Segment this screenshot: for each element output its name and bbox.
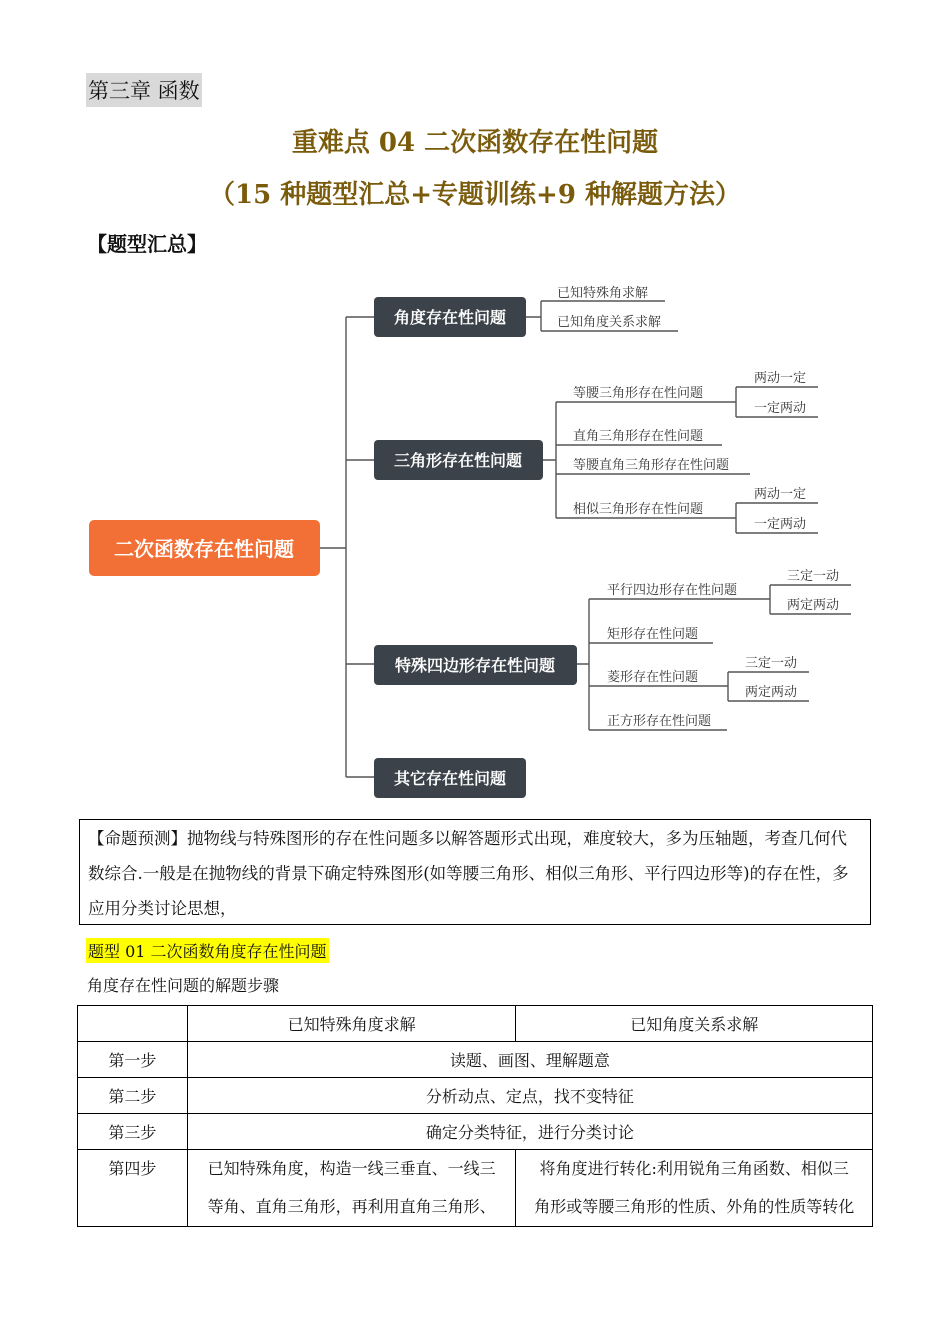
header-cell: 已知角度关系求解 [516,1006,873,1042]
leaf-label: 等腰三角形存在性问题 [573,386,704,401]
header-cell [78,1006,188,1042]
leaf-label: 菱形存在性问题 [607,670,699,685]
leaf-label: 已知特殊角求解 [557,286,649,301]
mind-map [0,270,950,810]
section-heading: 【题型汇总】 [87,232,207,256]
forecast-line: 数综合.一般是在抛物线的背景下确定特殊图形(如等腰三角形、相似三角形、平行四边形等)的存在性，多 [88,864,849,883]
step-cell: 第二步 [78,1078,188,1114]
leaf-label: 正方形存在性问题 [607,714,712,729]
table-row [78,1150,873,1227]
steps-caption: 角度存在性问题的解题步骤 [87,976,280,995]
forecast-box [79,819,871,925]
step-cell: 第三步 [78,1114,188,1150]
step-cell: 第一步 [78,1042,188,1078]
forecast-line: 应用分类讨论思想， [88,899,237,918]
leaf-label: 已知角度关系求解 [557,315,662,330]
branch-label: 三角形存在性问题 [393,451,523,470]
cell-line: 等角、直角三角形，再利用直角三角形、 [207,1197,496,1216]
table-row [78,1078,873,1114]
leaf-label: 两定两动 [745,685,798,700]
table-header-row [78,1006,873,1042]
table-row [78,1114,873,1150]
branch-label: 角度存在性问题 [393,308,507,327]
title-line-1: 重难点 04 二次函数存在性问题 [291,128,659,158]
branch-label: 特殊四边形存在性问题 [394,656,556,675]
leaf-label: 两定两动 [787,598,840,613]
leaf-label: 三定一动 [745,656,798,671]
merged-cell: 确定分类特征，进行分类讨论 [187,1114,872,1150]
leaf-label: 矩形存在性问题 [607,627,699,642]
branch-label: 其它存在性问题 [393,769,507,788]
leaf-label: 平行四边形存在性问题 [607,583,738,598]
title-line-2: （15 种题型汇总+专题训练+9 种解题方法） [209,180,741,210]
cell-line: 将角度进行转化:利用锐角三角函数、相似三 [539,1159,849,1178]
root-label: 二次函数存在性问题 [114,537,294,561]
cell-line: 角形或等腰三角形的性质、外角的性质等转化 [534,1197,855,1216]
table-row [78,1042,873,1078]
cell-line: 已知特殊角度，构造一线三垂直、一线三 [207,1159,496,1178]
leaf-label: 三定一动 [787,569,840,584]
leaf-label: 两动一定 [754,371,807,386]
type-01-heading: 题型 01 二次函数角度存在性问题 [86,938,329,963]
step-cell: 第四步 [78,1150,188,1227]
leaf-label: 一定两动 [754,517,807,532]
leaf-label: 相似三角形存在性问题 [573,502,704,517]
leaf-label: 直角三角形存在性问题 [573,429,704,444]
leaf-label: 一定两动 [754,401,807,416]
left-method-cell [187,1150,516,1227]
chapter-label: 第三章 函数 [86,73,202,107]
leaf-label: 等腰直角三角形存在性问题 [573,458,730,473]
header-cell: 已知特殊角度求解 [187,1006,516,1042]
merged-cell: 分析动点、定点，找不变特征 [187,1078,872,1114]
leaf-label: 两动一定 [754,487,807,502]
merged-cell: 读题、画图、理解题意 [187,1042,872,1078]
right-method-cell [516,1150,873,1227]
steps-table [77,1005,873,1227]
forecast-line: 【命题预测】抛物线与特殊图形的存在性问题多以解答题形式出现，难度较大，多为压轴题，考查几何代 [88,829,847,848]
